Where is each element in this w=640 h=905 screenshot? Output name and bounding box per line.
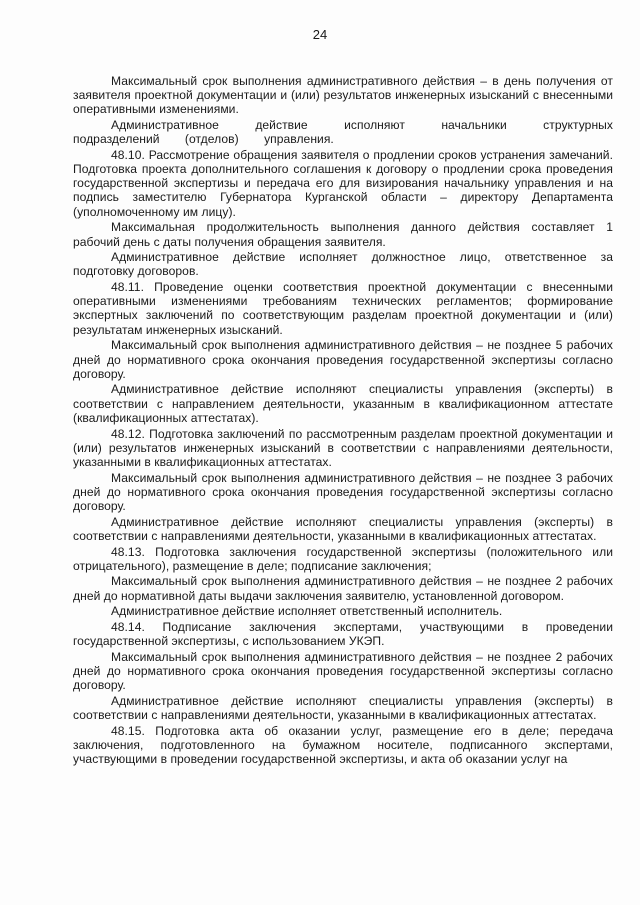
paragraph: 48.10. Рассмотрение обращения заявителя о продлении сроков устранения замечаний. Подготовка проекта дополнительного соглашения к договору о продлении срока проведения государственной экспертизы и передача его для визирования начальнику управления и на подпись заместителю Губернатора Курганской области – директору Департамента (уполномоченному им лицу). [73, 147, 613, 219]
paragraph: Административное действие исполняют специалисты управления (эксперты) в соответствии с направлениями деятельности, указанными в квалификационных аттестатах. [73, 694, 613, 723]
paragraph: Максимальный срок выполнения административного действия – не позднее 2 рабочих дней до нормативного срока окончания проведения государственной экспертизы согласно договору. [73, 650, 613, 693]
paragraph: 48.13. Подготовка заключения государственной экспертизы (положительного или отрицательного), размещение в деле; подписание заключения; [73, 544, 613, 573]
paragraph: Административное действие исполняют специалисты управления (эксперты) в соответствии с направлениями деятельности, указанными в квалификационных аттестатах. [73, 514, 613, 543]
paragraph: 48.11. Проведение оценки соответствия проектной документации с внесенными оперативными изменениями требованиям технических регламентов; формирование экспертных заключений по соответствующим разделам проектной документации и (или) результатам инженерных изысканий. [73, 280, 613, 337]
paragraph: Максимальная продолжительность выполнения данного действия составляет 1 рабочий день с даты получения обращения заявителя. [73, 220, 613, 249]
paragraph: Максимальный срок выполнения административного действия – не позднее 5 рабочих дней до нормативного срока окончания проведения государственной экспертизы согласно договору. [73, 338, 613, 381]
paragraph: Административное действие исполняют специалисты управления (эксперты) в соответствии с направлением деятельности, указанным в квалификационном аттестате (квалификационных аттестатах). [73, 382, 613, 425]
paragraph: Максимальный срок выполнения административного действия – в день получения от заявителя проектной документации и (или) результатов инженерных изысканий с внесенными оперативными изменениями. [73, 74, 613, 117]
paragraph: Максимальный срок выполнения административного действия – не позднее 3 рабочих дней до нормативного срока окончания проведения государственной экспертизы согласно договору. [73, 470, 613, 513]
paragraph: 48.15. Подготовка акта об оказании услуг, размещение его в деле; передача заключения, подготовленного на бумажном носителе, подписанного экспертами, участвующими в проведении государственной экспертизы, и акта об оказании услуг на [73, 723, 613, 767]
document-body [73, 74, 613, 766]
paragraph: Административное действие исполняет должностное лицо, ответственное за подготовку договоров. [73, 250, 613, 279]
paragraph: Максимальный срок выполнения административного действия – не позднее 2 рабочих дней до нормативной даты выдачи заключения заявителю, установленной договором. [73, 574, 613, 603]
page-number: 24 [312, 27, 328, 42]
paragraph: 48.14. Подписание заключения экспертами, участвующими в проведении государственной экспертизы, с использованием УКЭП. [73, 620, 613, 649]
paragraph: 48.12. Подготовка заключений по рассмотренным разделам проектной документации и (или) результатов инженерных изысканий в соответствии с направлениями деятельности, указанными в квалификационных аттестатах. [73, 426, 613, 469]
paragraph: Административное действие исполняют начальники структурных подразделений (отделов) управления. [73, 118, 613, 147]
paragraph: Административное действие исполняет ответственный исполнитель. [111, 604, 503, 619]
